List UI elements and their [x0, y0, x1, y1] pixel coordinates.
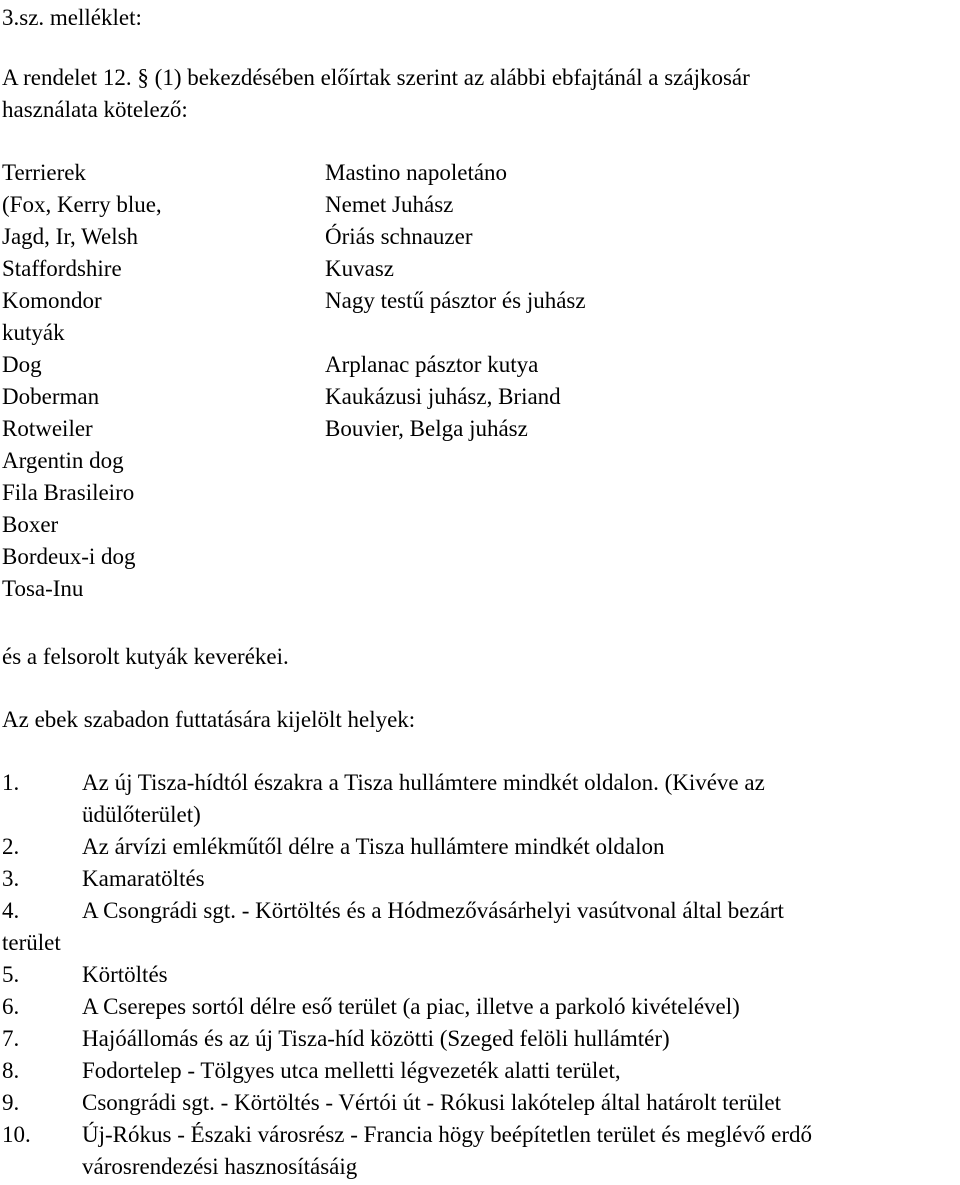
- breed-list-left: [2, 157, 302, 605]
- breed-item: Rotweiler: [2, 416, 93, 441]
- list-item: [2, 863, 952, 895]
- list-item: [2, 1087, 952, 1119]
- breed-item: Staffordshire: [2, 256, 122, 281]
- list-item: [2, 1055, 952, 1087]
- item-number: 6.: [2, 994, 20, 1019]
- list-item: [2, 831, 952, 863]
- breed-item: Boxer: [2, 512, 59, 537]
- item-text: Fodortelep - Tölgyes utca melletti légvezeték alatti terület,: [82, 1058, 621, 1083]
- item-number: 7.: [2, 1026, 20, 1051]
- breed-item: Bordeux-i dog: [2, 544, 136, 569]
- breed-item: Jagd, Ir, Welsh: [2, 224, 139, 249]
- item-text-continued: üdülőterület): [82, 802, 201, 827]
- item-number: 2.: [2, 834, 20, 859]
- breed-item: Fila Brasileiro: [2, 480, 135, 505]
- intro-line-1: A rendelet 12. § (1) bekezdésében előírtak szerint az alábbi ebfajtánál a szájkosár: [2, 65, 750, 90]
- breed-item: kutyák: [2, 320, 65, 345]
- breed-item: Arplanac pásztor kutya: [325, 352, 539, 377]
- item-text: Az árvízi emlékműtől délre a Tisza hullámtere mindkét oldalon: [82, 834, 665, 859]
- item-text: Csongrádi sgt. - Körtöltés - Vértói út - Rókusi lakótelep által határolt terület: [82, 1090, 782, 1115]
- item-number: 9.: [2, 1090, 20, 1115]
- item-number: 5.: [2, 962, 20, 987]
- breed-item: Bouvier, Belga juhász: [325, 416, 528, 441]
- places-list: [2, 767, 952, 1183]
- item-text: A Cserepes sortól délre eső terület (a piac, illetve a parkoló kivételével): [82, 994, 740, 1019]
- breed-list-right: [325, 157, 945, 445]
- list-item: [2, 959, 952, 991]
- intro-paragraph: [2, 62, 750, 126]
- item-text: Kamaratöltés: [82, 866, 205, 891]
- intro-line-2: használata kötelező:: [2, 97, 188, 122]
- item-text: Körtöltés: [82, 962, 168, 987]
- item-number: 4.: [2, 898, 20, 923]
- item-number: 1.: [2, 770, 20, 795]
- item-text: A Csongrádi sgt. - Körtöltés és a Hódmezővásárhelyi vasútvonal által bezárt: [82, 898, 784, 923]
- item-number: 8.: [2, 1058, 20, 1083]
- list-item: [2, 1119, 952, 1183]
- places-heading: Az ebek szabadon futtatására kijelölt helyek:: [2, 707, 416, 732]
- breed-item: Dog: [2, 352, 42, 377]
- breed-item: Komondor: [2, 288, 102, 313]
- breed-item: Argentin dog: [2, 448, 124, 473]
- breed-item: Doberman: [2, 384, 100, 409]
- annex-heading: 3.sz. melléklet:: [2, 5, 142, 30]
- breed-item: Óriás schnauzer: [325, 224, 473, 249]
- mixes-note: és a felsorolt kutyák keverékei.: [2, 644, 289, 669]
- breed-item: (Fox, Kerry blue,: [2, 192, 162, 217]
- breed-item: Mastino napoletáno: [325, 160, 508, 185]
- list-item: [2, 767, 952, 831]
- list-gap: [325, 317, 945, 349]
- breed-item: Nagy testű pásztor és juhász: [325, 288, 586, 313]
- breed-item: Kaukázusi juhász, Briand: [325, 384, 561, 409]
- item-text: Új-Rókus - Északi városrész - Francia högy beépítetlen terület és meglévő erdő: [82, 1122, 813, 1147]
- list-item: [2, 1023, 952, 1055]
- list-item: [2, 895, 952, 959]
- item-text-continued: városrendezési hasznosításáig: [82, 1154, 358, 1179]
- item-number: 10.: [2, 1122, 31, 1147]
- item-text-continued: terület: [2, 930, 61, 955]
- breed-item: Tosa-Inu: [2, 576, 84, 601]
- breed-item: Kuvasz: [325, 256, 394, 281]
- breed-item: Terrierek: [2, 160, 86, 185]
- breed-item: Nemet Juhász: [325, 192, 454, 217]
- item-text: Hajóállomás és az új Tisza-híd közötti (Szeged felöli hullámtér): [82, 1026, 670, 1051]
- item-number: 3.: [2, 866, 20, 891]
- item-text: Az új Tisza-hídtól északra a Tisza hullámtere mindkét oldalon. (Kivéve az: [82, 770, 765, 795]
- list-item: [2, 991, 952, 1023]
